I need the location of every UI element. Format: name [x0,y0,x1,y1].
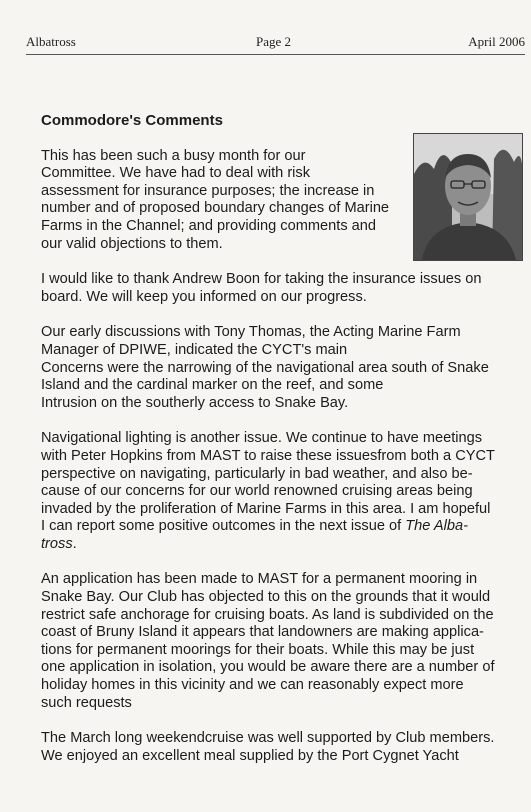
text-line: Navigational lighting is another issue. We continue to have meetings [41,430,483,447]
text-line: Concerns were the narrowing of the navigational area south of Snake [41,359,489,376]
publication-title-italic: The Alba- [405,518,468,535]
text-line: We enjoyed an excellent meal supplied by the Port Cygnet Yacht [41,747,459,764]
text-line: one application in isolation, you would be aware there are a number of [41,659,495,676]
page-number: Page 2 [256,34,292,49]
paragraph-cruise [41,730,521,765]
text-line: Island and the cardinal marker on the reef, and some [41,377,384,394]
text-line: coast of Bruny Island it appears that landowners are making applica- [41,624,484,641]
text-line: Manager of DPIWE, indicated the CYCT's main [41,341,348,358]
text-line: Our early discussions with Tony Thomas, the Acting Marine Farm [41,324,461,341]
paragraph-intro [41,148,521,254]
text-line: This has been such a busy month for our [41,147,306,164]
publication-name: Albatross [26,34,76,49]
text-line: Farms in the Channel; and providing comments and [41,217,377,234]
text-line: holiday homes in this vicinity and we can reasonably expect more [41,677,464,694]
text-line: perspective on navigating, particularly in bad weather, and also be- [41,465,473,482]
text-line: number and of proposed boundary changes of Marine [41,200,390,217]
text-line: assessment for insurance purposes; the increase in [41,182,375,199]
text-line: such requests [41,694,132,711]
header-rule [26,54,525,55]
text-fragment: . [72,535,77,552]
paragraph-marine-farm [41,324,521,412]
page-header [26,34,525,56]
text-fragment: I can report some positive outcomes in the next issue of [41,518,406,535]
paragraph-insurance [41,271,521,306]
text-line: The March long weekendcruise was well supported by Club members. [41,730,495,747]
text-line [41,518,521,536]
paragraph-lighting [41,430,521,553]
publication-title-italic: tross [41,535,73,552]
text-line: our valid objections to them. [41,235,223,252]
text-line [41,536,521,554]
issue-date: April 2006 [468,34,525,49]
text-line: invaded by the proliferation of Marine Farms in this area. I am hopeful [41,500,491,517]
text-line: Intrusion on the southerly access to Snake Bay. [41,394,349,411]
text-line: An application has been made to MAST for a permanent mooring in [41,571,478,588]
text-line: board. We will keep you informed on our progress. [41,288,367,305]
article [41,112,521,783]
text-line: Committee. We have had to deal with risk [41,165,311,182]
article-title: Commodore's Comments [41,112,223,129]
text-line: Snake Bay. Our Club has objected to this on the grounds that it would [41,589,491,606]
text-line: tions for permanent moorings for their boats. While this may be just [41,641,475,658]
text-line: with Peter Hopkins from MAST to raise these issuesfrom both a CYCT [41,447,495,464]
text-line: I would like to thank Andrew Boon for taking the insurance issues on [41,271,482,288]
text-line: cause of our concerns for our world renowned cruising areas being [41,483,473,500]
text-line: restrict safe anchorage for cruising boats. As land is subdivided on the [41,606,494,623]
paragraph-mooring [41,571,521,712]
